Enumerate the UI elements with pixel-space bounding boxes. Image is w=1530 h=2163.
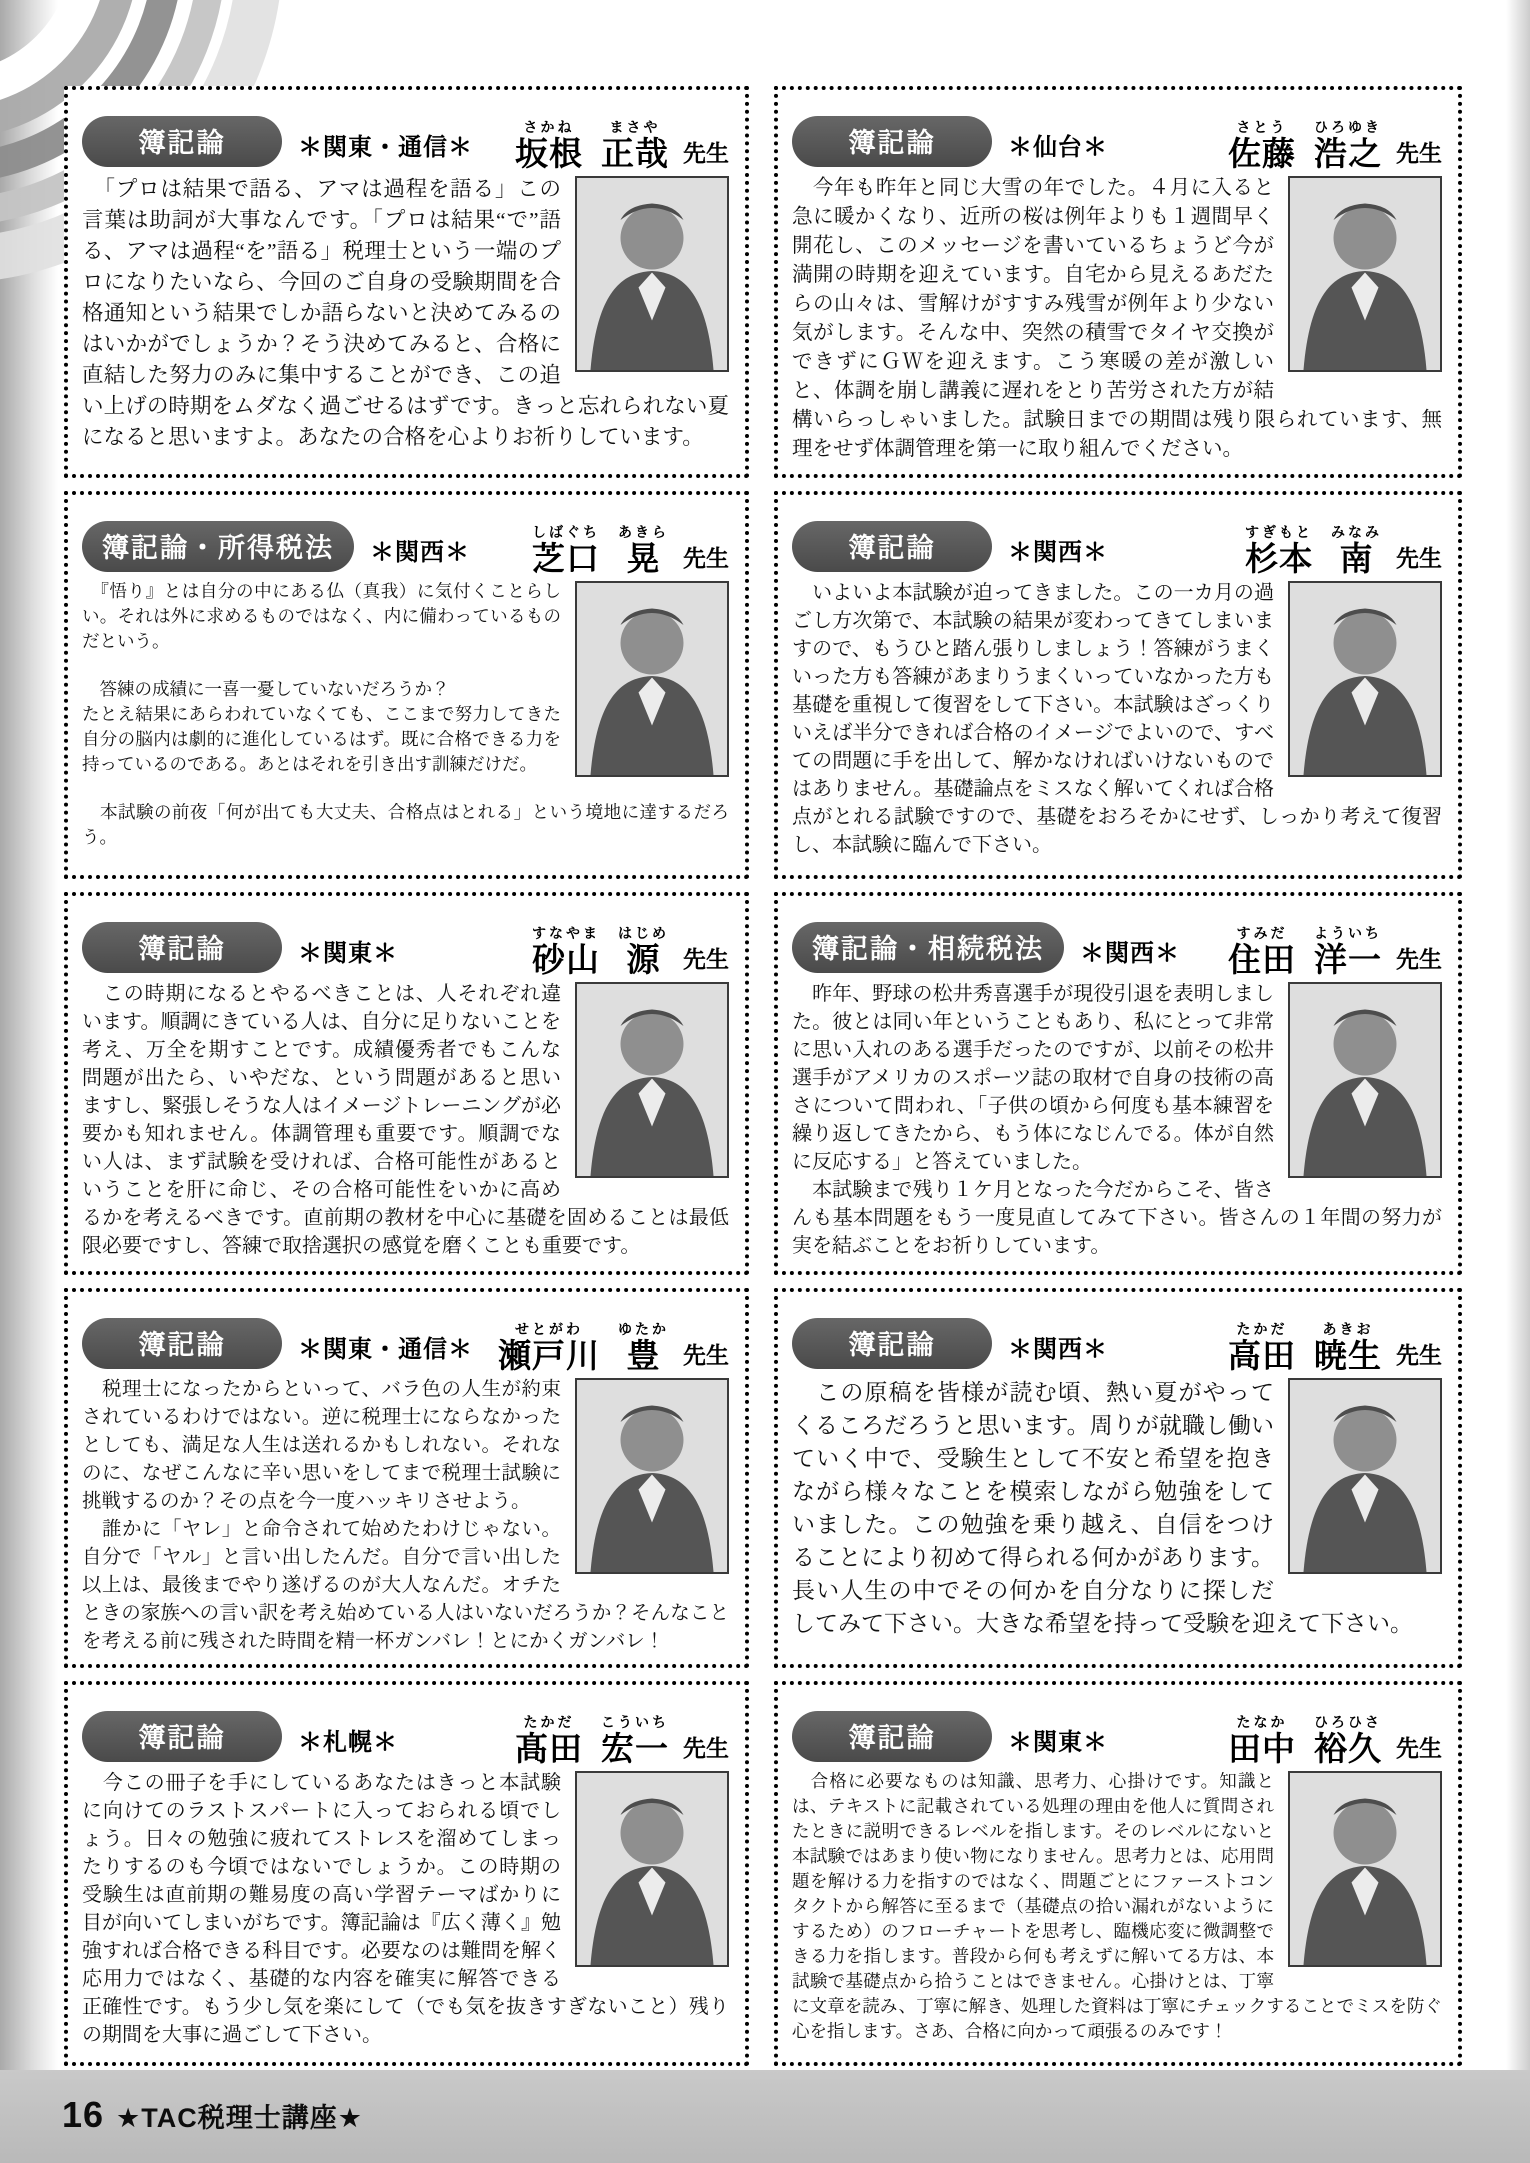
furigana-first: ゆたか bbox=[618, 1321, 669, 1337]
honorific-label: 先生 bbox=[683, 545, 729, 571]
honorific-label: 先生 bbox=[683, 140, 729, 166]
teacher-name bbox=[532, 525, 729, 575]
teacher-name bbox=[515, 1715, 729, 1765]
name-last bbox=[515, 1715, 583, 1765]
teacher-photo bbox=[1288, 581, 1442, 777]
kanji-first: 正哉 bbox=[601, 135, 669, 172]
card-body bbox=[82, 1769, 729, 2054]
furigana-first: こういち bbox=[601, 1714, 669, 1730]
teacher-photo bbox=[575, 982, 729, 1178]
subject-badge: 簿記論 bbox=[82, 922, 282, 973]
teacher-name bbox=[1228, 926, 1442, 976]
card-header bbox=[82, 1691, 729, 1765]
furigana-last: たかだ bbox=[523, 1714, 575, 1730]
name-last bbox=[1245, 525, 1313, 575]
name-first bbox=[1314, 120, 1382, 170]
furigana-first: あきお bbox=[1322, 1321, 1374, 1337]
kanji-first: 宏一 bbox=[601, 1730, 669, 1767]
furigana-last: たかだ bbox=[1236, 1321, 1288, 1337]
card-body bbox=[82, 980, 729, 1263]
location-label: ＊関東＊ bbox=[298, 940, 398, 967]
kanji-last: 佐藤 bbox=[1228, 135, 1296, 172]
location-label: ＊関西＊ bbox=[1080, 940, 1180, 967]
teacher-message-card bbox=[774, 1681, 1462, 2066]
right-gradient-decoration bbox=[1506, 0, 1530, 2163]
teacher-name bbox=[515, 120, 729, 170]
name-last bbox=[498, 1322, 600, 1372]
kanji-first: 暁生 bbox=[1314, 1337, 1382, 1374]
teacher-name bbox=[1228, 1715, 1442, 1765]
name-first bbox=[618, 926, 669, 976]
card-header bbox=[792, 902, 1442, 976]
furigana-last: せとがわ bbox=[515, 1321, 583, 1337]
teacher-message-card bbox=[64, 1681, 749, 2066]
teacher-name bbox=[1228, 120, 1442, 170]
subject-badge: 簿記論・相続税法 bbox=[792, 922, 1064, 973]
teacher-message-card bbox=[774, 892, 1462, 1275]
furigana-last: しばぐち bbox=[532, 524, 600, 540]
kanji-first: 洋一 bbox=[1314, 941, 1382, 978]
location-label: ＊関東＊ bbox=[1008, 1729, 1108, 1756]
message-paragraph: いよいよ本試験が迫ってきました。この一カ月の過ごし方次第で、本試験の結果が変わってきてしまいますので、もうひと踏ん張りしましょう！答練がうまくいった方も答練があまりうまくいっていなかった方も基礎を重視して復習をして下さい。本試験はざっくりいえば半分できれば合格のイメージでよいので、すべての問題に手を出して、解かなければいけないものではありません。基礎論点をミスなく解いてくれば合格点がとれる試験ですので、基礎をおろそかにせず、しっかり考えて復習し、本試験に臨んで下さい。 bbox=[792, 582, 1442, 856]
subject-badge: 簿記論 bbox=[792, 1711, 992, 1762]
card-body bbox=[792, 579, 1442, 867]
teacher-photo bbox=[575, 1378, 729, 1574]
location-label: ＊札幌＊ bbox=[298, 1729, 398, 1756]
name-first bbox=[1314, 926, 1382, 976]
name-last bbox=[532, 926, 600, 976]
subject-badge: 簿記論 bbox=[82, 1711, 282, 1762]
teacher-message-card bbox=[774, 491, 1462, 879]
honorific-label: 先生 bbox=[1396, 545, 1442, 571]
furigana-first: はじめ bbox=[618, 925, 669, 941]
honorific-label: 先生 bbox=[1396, 946, 1442, 972]
location-label: ＊関東・通信＊ bbox=[298, 1336, 473, 1363]
subject-badge: 簿記論 bbox=[792, 521, 992, 572]
kanji-last: 田中 bbox=[1228, 1730, 1296, 1767]
furigana-first: まさや bbox=[609, 119, 661, 135]
course-label: ★TAC税理士講座★ bbox=[116, 2103, 363, 2133]
message-paragraph: この時期になるとやるべきことは、人それぞれ違います。順調にきている人は、自分に足りないことを考え、万全を期すことです。成績優秀者でもこんな問題が出たら、いやだな、という問題があると思いますし、緊張しそうな人はイメージトレーニングが必要かも知れません。体調管理も重要です。順調でない人は、まず試験を受ければ、合格可能性があるということを肝に命じ、その合格可能性をいかに高めるかを考えるべきです。直前期の教材を中心に基礎を固めることは最低限必要ですし、答練で取捨選択の感覚を磨くことも重要です。 bbox=[82, 983, 729, 1257]
name-last bbox=[1228, 1715, 1296, 1765]
kanji-last: 坂根 bbox=[515, 135, 583, 172]
location-label: ＊仙台＊ bbox=[1008, 134, 1108, 161]
card-header bbox=[792, 1691, 1442, 1765]
message-paragraph: 税理士になったからといって、バラ色の人生が約束されているわけではない。逆に税理士にならなかったとしても、満足な人生は送れるかもしれない。それなのに、なぜこんなに辛い思いをしてまで税理士試験に挑戦するのか？その点を今一度ハッキリさせよう。 bbox=[82, 1379, 561, 1512]
message-paragraph: 答練の成績に一喜一憂していないだろうか？ bbox=[82, 678, 450, 699]
kanji-last: 住田 bbox=[1228, 941, 1296, 978]
left-gradient-decoration bbox=[0, 0, 58, 2163]
name-last bbox=[1228, 926, 1296, 976]
card-header bbox=[792, 1298, 1442, 1372]
message-paragraph: 昨年、野球の松井秀喜選手が現役引退を表明しました。彼とは同い年ということもあり、私にとって非常に思い入れのある選手だったのですが、以前その松井選手がアメリカのスポーツ誌の取材で自身の技術の高さについて問われ、「子供の頃から何度も基本練習を繰り返してきたから、もう体になじんでる。体が自然に反応する」と答えていました。 bbox=[792, 983, 1274, 1173]
kanji-first: 源 bbox=[626, 941, 661, 978]
subject-badge: 簿記論 bbox=[82, 116, 282, 167]
teacher-photo bbox=[575, 176, 729, 372]
card-body bbox=[792, 980, 1442, 1263]
kanji-first: 豊 bbox=[626, 1337, 661, 1374]
furigana-first: よういち bbox=[1314, 925, 1382, 941]
card-body bbox=[82, 174, 729, 466]
card-header bbox=[792, 501, 1442, 575]
honorific-label: 先生 bbox=[1396, 1342, 1442, 1368]
teacher-message-card bbox=[64, 892, 749, 1275]
card-body bbox=[82, 1376, 729, 1656]
card-header bbox=[82, 96, 729, 170]
name-first bbox=[1331, 525, 1382, 575]
message-paragraph bbox=[82, 777, 729, 800]
location-label: ＊関西＊ bbox=[370, 539, 470, 566]
message-paragraph: 本試験の前夜「何が出ても大丈夫、合格点はとれる」という境地に達するだろう。 bbox=[82, 801, 729, 847]
card-header bbox=[82, 1298, 729, 1372]
kanji-first: 浩之 bbox=[1314, 135, 1382, 172]
teacher-name bbox=[1245, 525, 1442, 575]
teacher-message-card bbox=[774, 86, 1462, 478]
kanji-last: 髙田 bbox=[515, 1730, 583, 1767]
furigana-first: ひろゆき bbox=[1314, 119, 1382, 135]
kanji-first: 南 bbox=[1339, 540, 1374, 577]
teacher-message-card bbox=[774, 1288, 1462, 1668]
furigana-last: すみだ bbox=[1236, 925, 1288, 941]
teacher-photo bbox=[575, 581, 729, 777]
subject-badge: 簿記論・所得税法 bbox=[82, 521, 354, 572]
furigana-last: すぎもと bbox=[1245, 524, 1313, 540]
name-last bbox=[1228, 1322, 1296, 1372]
subject-badge: 簿記論 bbox=[792, 116, 992, 167]
teacher-name bbox=[532, 926, 729, 976]
honorific-label: 先生 bbox=[683, 1342, 729, 1368]
message-paragraph: 誰かに「ヤレ」と命令されて始めたわけじゃない。自分で「ヤル」と言い出したんだ。自分で言い出した以上は、最後までやり遂げるのが大人なんだ。オチたときの家族への言い訳を考え始めている人はいないだろうか？そんなことを考える前に残された時間を精一杯ガンバレ！とにかくガンバレ！ bbox=[82, 1519, 729, 1652]
card-body bbox=[82, 579, 729, 867]
location-label: ＊関東・通信＊ bbox=[298, 134, 473, 161]
message-paragraph: 本試験まで残り１ケ月となった今だからこそ、皆さんも基本問題をもう一度見直してみて下さい。皆さんの１年間の努力が実を結ぶことをお祈りしています。 bbox=[792, 1179, 1442, 1257]
card-body bbox=[792, 174, 1442, 466]
kanji-last: 芝口 bbox=[532, 540, 600, 577]
subject-badge: 簿記論 bbox=[82, 1318, 282, 1369]
card-body bbox=[792, 1376, 1442, 1656]
teacher-photo bbox=[575, 1771, 729, 1967]
furigana-last: たなか bbox=[1236, 1714, 1288, 1730]
message-paragraph: たとえ結果にあらわれていなくても、ここまで努力してきた自分の脳内は劇的に進化しているはず。既に合格できる力を持っているのである。あとはそれを引き出す訓練だけだ。 bbox=[82, 703, 561, 774]
kanji-last: 杉本 bbox=[1245, 540, 1313, 577]
message-paragraph: 今年も昨年と同じ大雪の年でした。４月に入ると急に暖かくなり、近所の桜は例年よりも１週間早く開花し、このメッセージを書いているちょうど今が満開の時期を迎えています。自宅から見えるあだたらの山々は、雪解けがすすみ残雪が例年より少ない気がします。そんな中、突然の積雪でタイヤ交換ができずにＧＷを迎えます。こう寒暖の差が激しいと、体調を崩し講義に遅れをとり苦労された方が結構いらっしゃいました。試験日までの期間は残り限られています、無理をせず体調管理を第一に取り組んでください。 bbox=[792, 177, 1442, 460]
card-header bbox=[82, 902, 729, 976]
name-first bbox=[1314, 1715, 1382, 1765]
furigana-first: みなみ bbox=[1331, 524, 1382, 540]
message-paragraph: この原稿を皆様が読む頃、熱い夏がやってくるころだろうと思います。周りが就職し働いていく中で、受験生として不安と希望を抱きながら様々なことを模索しながら勉強をしていました。この勉強を乗り越え、自信をつけることにより初めて得られる何かがあります。長い人生の中でその何かを自分なりに探しだしてみて下さい。大きな希望を持って受験を迎えて下さい。 bbox=[792, 1380, 1413, 1636]
honorific-label: 先生 bbox=[683, 1735, 729, 1761]
location-label: ＊関西＊ bbox=[1008, 1336, 1108, 1363]
subject-badge: 簿記論 bbox=[792, 1318, 992, 1369]
page-number: 16 bbox=[62, 2094, 105, 2135]
message-paragraph: 「プロは結果で語る、アマは過程を語る」この言葉は助詞が大事なんです。「プロは結果“で”語る、アマは過程“を”語る」税理士という一端のプロになりたいなら、今回のご自身の受験期間を合格通知という結果でしか語らないと決めてみるのはいかがでしょうか？そう決めてみると、合格に直結した努力のみに集中することができ、この追い上げの時期をムダなく過ごせるはずです。きっと忘れられない夏になると思いますよ。あなたの合格を心よりお祈りしています。 bbox=[82, 177, 729, 449]
kanji-first: 晃 bbox=[626, 540, 661, 577]
card-header bbox=[82, 501, 729, 575]
teacher-photo bbox=[1288, 982, 1442, 1178]
name-first bbox=[1314, 1322, 1382, 1372]
name-last bbox=[1228, 120, 1296, 170]
furigana-last: さとう bbox=[1236, 119, 1288, 135]
bottom-band bbox=[0, 2070, 1530, 2163]
honorific-label: 先生 bbox=[1396, 1735, 1442, 1761]
location-label: ＊関西＊ bbox=[1008, 539, 1108, 566]
teacher-photo bbox=[1288, 1378, 1442, 1574]
name-last bbox=[515, 120, 583, 170]
name-first bbox=[601, 120, 669, 170]
teacher-photo bbox=[1288, 176, 1442, 372]
teacher-photo bbox=[1288, 1771, 1442, 1967]
kanji-first: 裕久 bbox=[1314, 1730, 1382, 1767]
message-paragraph: 『悟り』とは自分の中にある仏（真我）に気付くことらしい。それは外に求めるものではなく、内に備わっているものだという。 bbox=[82, 581, 561, 651]
teacher-cards-grid bbox=[64, 86, 1462, 2066]
teacher-message-card bbox=[64, 86, 749, 478]
furigana-first: あきら bbox=[618, 524, 669, 540]
honorific-label: 先生 bbox=[683, 946, 729, 972]
page-footer bbox=[62, 2094, 363, 2136]
name-first bbox=[618, 1322, 669, 1372]
card-header bbox=[792, 96, 1442, 170]
teacher-name bbox=[498, 1322, 729, 1372]
kanji-last: 瀬戸川 bbox=[498, 1337, 600, 1374]
name-first bbox=[601, 1715, 669, 1765]
card-body bbox=[792, 1769, 1442, 2054]
teacher-message-card bbox=[64, 491, 749, 879]
kanji-last: 砂山 bbox=[532, 941, 600, 978]
kanji-last: 高田 bbox=[1228, 1337, 1296, 1374]
teacher-name bbox=[1228, 1322, 1442, 1372]
teacher-message-card bbox=[64, 1288, 749, 1668]
furigana-last: さかね bbox=[523, 119, 575, 135]
name-last bbox=[532, 525, 600, 575]
furigana-first: ひろひさ bbox=[1314, 1714, 1382, 1730]
name-first bbox=[618, 525, 669, 575]
message-paragraph: 合格に必要なものは知識、思考力、心掛けです。知識とは、テキストに記載されている処理の理由を他人に質問されたときに説明できるレベルを指します。そのレベルにないと本試験ではあまり使い物になりません。思考力とは、応用問題を解ける力を指すのではなく、問題ごとにファーストコンタクトから解答に至るまで（基礎点の拾い漏れがないようにするため）のフローチャートを思考し、臨機応変に微調整できる力を指します。普段から何も考えずに解いてる方は、本試験で基礎点から拾うことはできません。心掛けとは、丁寧に文章を読み、丁寧に解き、処理した資料は丁寧にチェックすることでミスを防ぐ心を指します。さあ、合格に向かって頑張るのみです！ bbox=[792, 1771, 1442, 2041]
furigana-last: すなやま bbox=[532, 925, 600, 941]
honorific-label: 先生 bbox=[1396, 140, 1442, 166]
message-paragraph: 今この冊子を手にしているあなたはきっと本試験に向けてのラストスパートに入っておられる頃でしょう。日々の勉強に疲れてストレスを溜めてしまったりするのも今頃ではないでしょうか。この時期の受験生は直前期の難易度の高い学習テーマばかりに目が向いてしまいがちです。簿記論は『広く薄く』勉強すれば合格できる科目です。必要なのは難問を解く応用力ではなく、基礎的な内容を確実に解答できる正確性です。もう少し気を楽にして（でも気を抜きすぎないこと）残りの期間を大事に過ごして下さい。 bbox=[82, 1772, 729, 2046]
